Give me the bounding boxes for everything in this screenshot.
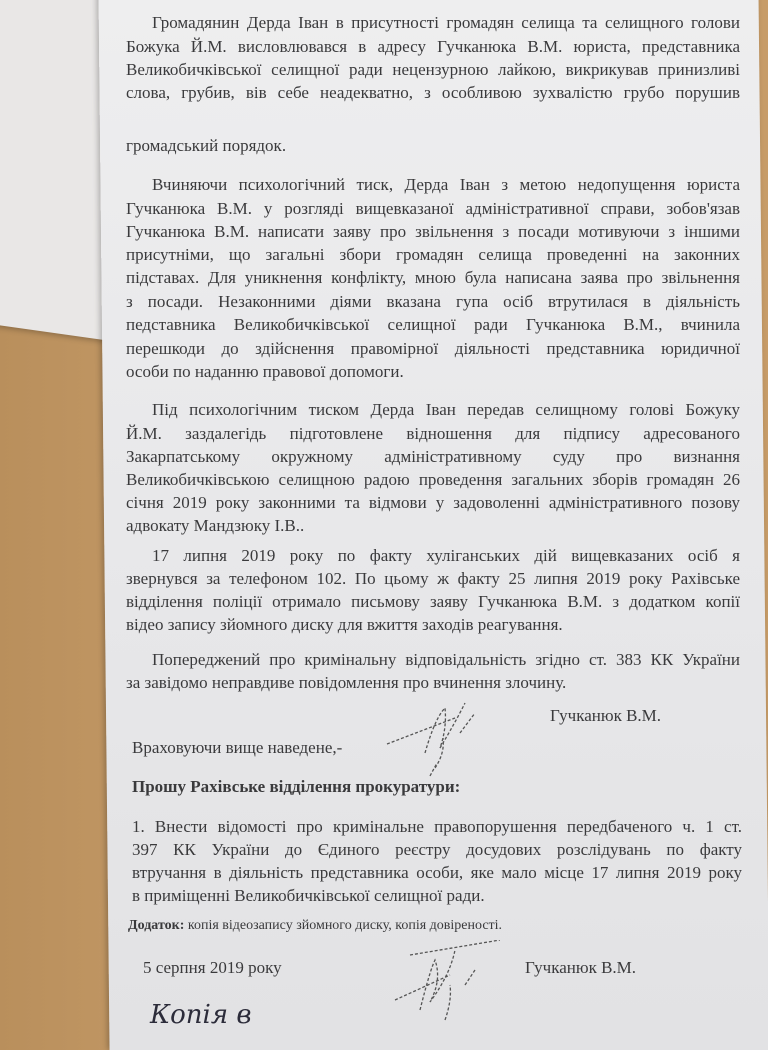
attachment-label: Додаток: — [128, 918, 185, 933]
text-line: Під психологічним тиском Дерда Іван передав селищному голові Божуку — [152, 400, 740, 419]
text-line: Гучканюка В.М. написати заяву про звільнення з посади мотивуючи з іншими — [126, 222, 740, 241]
text-line: присутніми, що загальні збори громадян селища проведенні на законних — [126, 245, 740, 264]
text-line: в приміщенні Великобичківської селищної ради. — [132, 886, 485, 905]
text-line: Громадянин Дерда Іван в присутності громадян селища та селищного голови — [152, 13, 740, 32]
text-line: Закарпатському окружному адміністративному суду про визнання — [126, 447, 740, 466]
text-line: Вчиняючи психологічний тиск, Дерда Іван з метою недопущення юриста — [152, 175, 740, 194]
text-line: Божука Й.М. висловлювався в адресу Гучканюка В.М. юриста, представника — [126, 37, 740, 56]
text-line: втручання в діяльність представника особи, яке мало місце 17 липня 2019 року — [132, 863, 742, 882]
text-line: Великобичківською селищною радою проведення загальних зборів громадян 26 — [126, 470, 740, 489]
signature-name: Гучканюк В.М. — [525, 958, 637, 977]
text-line: відео запису зйомного диску для вжиття заходів реагування. — [126, 615, 563, 634]
attachment-text: копія відеозапису зйомного диску, копія довіреності. — [184, 918, 503, 933]
document-date: 5 серпня 2019 року — [143, 958, 282, 977]
signature-name: Гучканюк В.М. — [550, 706, 662, 725]
text-line: Великобичківської селищної ради нецензурною лайкою, викрикував принизливі — [126, 60, 740, 79]
text-line: 397 КК України до Єдиного реєстру досудових розслідувань по факту — [132, 840, 742, 859]
text-line: звернувся за телефоном 102. По цьому ж факту 25 липня 2019 року Рахівське — [126, 569, 740, 588]
signature-2 — [390, 940, 500, 1024]
text-line: громадський порядок. — [126, 136, 287, 155]
text-line: Й.М. заздалегідь підготовлене відношення для підпису адресованого — [126, 424, 740, 443]
text-line: за завідомо неправдиве повідомлення про вчинення злочину. — [126, 673, 567, 692]
request-heading: Прошу Рахівське відділення прокуратури: — [132, 777, 461, 796]
handwritten-note: Копія в — [150, 1000, 252, 1030]
text-line: з посади. Незаконними діями вказана гупа осіб втрутилася в діяльність — [126, 292, 740, 311]
text-line: слова, грубив, вів себе неадекватно, з особливою зухвалістю грубо порушив — [126, 83, 740, 102]
text-line: педставника Великобичківської селищної ради Гучканюка В.М., вчинила — [126, 315, 740, 334]
text-line: Гучканюка В.М. у розгляді вищевказаної адміністративної справи, зобов'язав — [126, 199, 740, 218]
considering-text: Враховуючи вище наведене,- — [132, 738, 343, 757]
text-line: 1. Внести відомості про кримінальне правопорушення передбаченого ч. 1 ст. — [132, 817, 742, 836]
signature-1 — [385, 698, 485, 778]
text-line: відділення поліції отримало письмову заяву Гучканюка В.М. з додатком копії — [126, 592, 740, 611]
text-line: підставах. Для уникнення конфлікту, мною була написана заява про звільнення — [126, 268, 740, 287]
text-line: особи по наданню правової допомоги. — [126, 362, 404, 381]
text-line: адвокату Мандзюку І.В.. — [126, 516, 305, 535]
text-line: Попереджений про кримінальну відповідальність згідно ст. 383 КК України — [152, 650, 740, 669]
text-line: 17 липня 2019 року по факту хуліганських дій вищевказаних осіб я — [152, 546, 740, 565]
text-line: січня 2019 року законними та відмови у задоволенні адміністративного позову — [126, 493, 740, 512]
attachment-note — [128, 918, 502, 934]
text-line: перешкоди до здійснення правомірної діяльності представника юридичної — [126, 339, 740, 358]
